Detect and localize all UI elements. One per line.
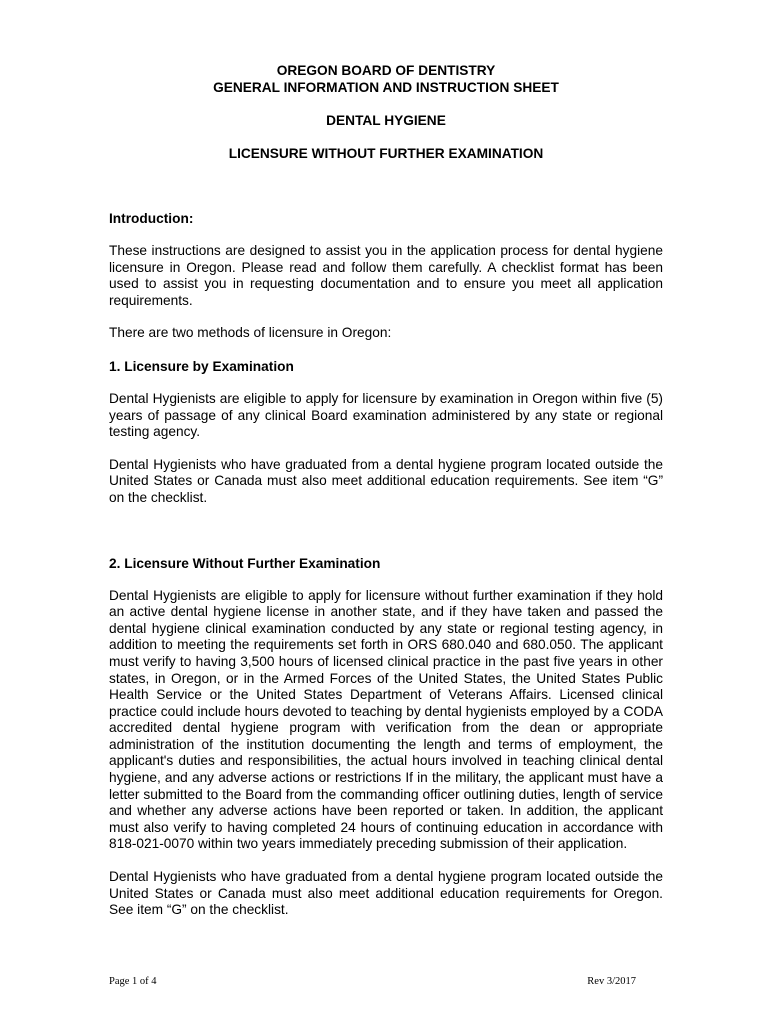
sheet-title: GENERAL INFORMATION AND INSTRUCTION SHEET <box>213 80 559 95</box>
section2-paragraph2: Dental Hygienists who have graduated from a dental hygiene program located outside the United States or Canada must also meet additional education requirements for Oregon. See item “G” on the checklist. <box>109 869 663 918</box>
section1-paragraph2: Dental Hygienists who have graduated from a dental hygiene program located outside the United States or Canada must also meet additional education requirements. See item “G” on the checklist. <box>109 456 663 505</box>
licensure-type-title: LICENSURE WITHOUT FURTHER EXAMINATION <box>228 146 544 161</box>
program-title: DENTAL HYGIENE <box>326 113 446 128</box>
introduction-paragraph: These instructions are designed to assist you in the application process for dental hygiene licensure in Oregon. Please read and follow them carefully. A checklist format has been used to assist you in requesting documentation and to ensure you meet all application requirements. <box>109 243 663 308</box>
document-body <box>109 62 663 919</box>
section1-paragraph1: Dental Hygienists are eligible to apply for licensure by examination in Oregon within five (5) years of passage of any clinical Board examination administered by any state or regional testing agency. <box>109 390 663 440</box>
section2-paragraph1: Dental Hygienists are eligible to apply for licensure without further examination if they hold an active dental hygiene license in another state, and if they have taken and passed the dental hygiene clinical examination conducted by any state or regional testing agency, in addition to meeting the requirements set forth in ORS 680.040 and 680.050. The applicant must verify to having 3,500 hours of licensed clinical practice in the past five years in other states, in Oregon, or in the Armed Forces of the United States, the United States Public Health Service or the United States Department of Veterans Affairs. Licensed clinical practice could include hours devoted to teaching by dental hygienists employed by a CODA accredited dental hygiene program with verification from the dean or appropriate administration of the institution documenting the length and terms of employment, the applicant's duties and responsibilities, the actual hours involved in teaching clinical dental hygiene, and any adverse actions or restrictions If in the military, the applicant must have a letter submitted to the Board from the commanding officer outlining duties, length of service and whether any adverse actions have been reported or taken. In addition, the applicant must also verify to having completed 24 hours of continuing education in accordance with 818-021-0070 within two years immediately preceding submission of their application. <box>109 587 663 852</box>
page-number: Page 1 of 4 <box>109 976 157 987</box>
section1-heading: 1. Licensure by Examination <box>109 358 294 374</box>
section2-heading: 2. Licensure Without Further Examination <box>109 555 381 571</box>
methods-intro: There are two methods of licensure in Oregon: <box>109 325 392 341</box>
introduction-heading: Introduction: <box>109 211 194 226</box>
board-title: OREGON BOARD OF DENTISTRY <box>276 63 496 78</box>
revision-date: Rev 3/2017 <box>587 976 636 987</box>
